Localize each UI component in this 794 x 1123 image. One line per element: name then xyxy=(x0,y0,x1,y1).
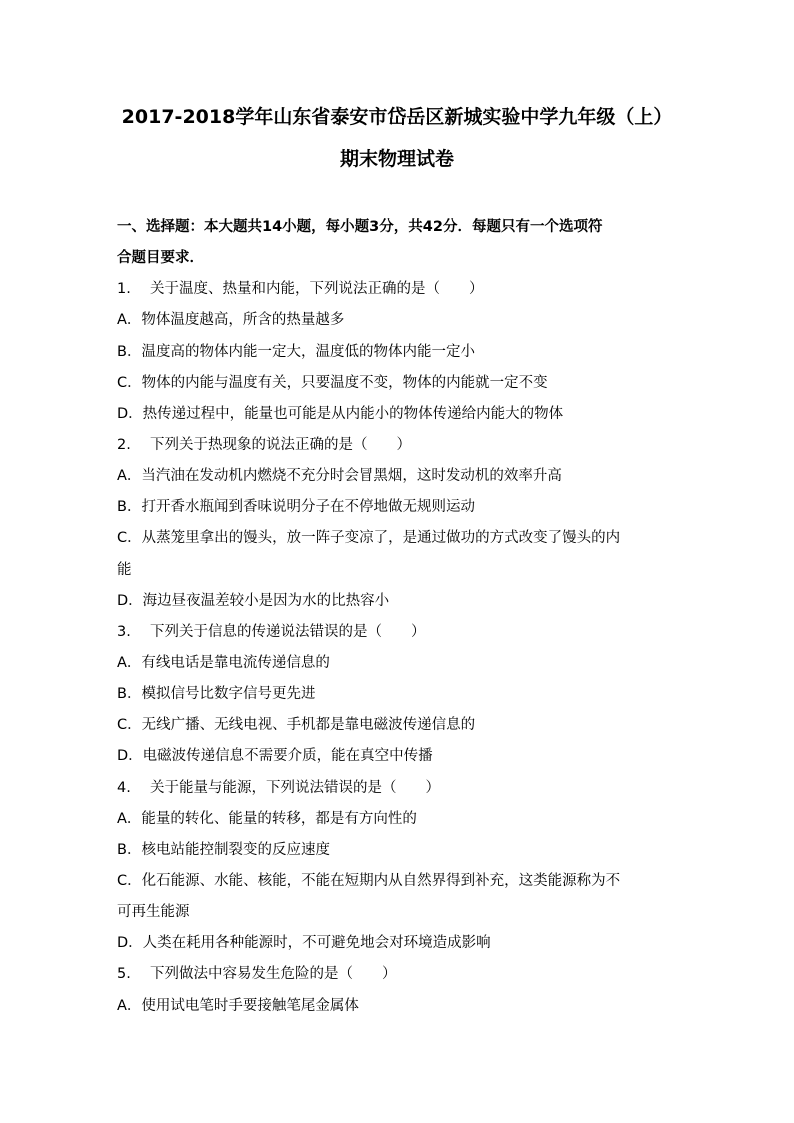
question-1-stem xyxy=(117,274,689,305)
question-number: 2. xyxy=(117,436,131,453)
question-4-option-d: D．人类在耗用各种能源时，不可避免地会对环境造成影响 xyxy=(117,935,491,952)
exam-body xyxy=(117,212,689,1022)
question-2-option-d: D．海边昼夜温差较小是因为水的比热容小 xyxy=(117,592,390,609)
question-5-stem xyxy=(117,959,689,990)
question-2-stem xyxy=(117,430,689,461)
question-4-option-c-continued: 可再生能源 xyxy=(117,904,190,921)
question-1-option-a: A．物体温度越高，所含的热量越多 xyxy=(117,312,345,329)
question-1-option-b: B．温度高的物体内能一定大，温度低的物体内能一定小 xyxy=(117,343,475,360)
question-number: 1. xyxy=(117,281,131,298)
section-heading-line-1: 一、选择题：本大题共14小题，每小题3分，共42分．每题只有一个选项符 xyxy=(117,219,603,235)
question-4-option-a: A．能量的转化、能量的转移，都是有方向性的 xyxy=(117,810,417,827)
question-3-option-a: A．有线电话是靠电流传递信息的 xyxy=(117,654,330,671)
question-text: 关于能量与能源，下列说法错误的是（ ） xyxy=(150,779,440,796)
question-3-option-b: B．模拟信号比数字信号更先进 xyxy=(117,686,316,703)
question-number: 4. xyxy=(117,779,131,796)
question-2-option-a: A．当汽油在发动机内燃烧不充分时会冒黑烟，这时发动机的效率升高 xyxy=(117,468,562,485)
question-3-stem xyxy=(117,617,689,648)
document-title-line-2: 期末物理试卷 xyxy=(339,148,454,170)
question-1-option-c: C．物体的内能与温度有关，只要温度不变，物体的内能就一定不变 xyxy=(117,374,548,391)
question-2-option-c: C．从蒸笼里拿出的馒头，放一阵子变凉了，是通过做功的方式改变了馒头的内 xyxy=(117,530,621,547)
question-text: 关于温度、热量和内能，下列说法正确的是（ ） xyxy=(150,281,484,298)
question-number: 3. xyxy=(117,623,131,640)
question-number: 5. xyxy=(117,966,131,983)
question-text: 下列做法中容易发生危险的是（ ） xyxy=(150,966,397,983)
document-title-line-1: 2017-2018学年山东省泰安市岱岳区新城实验中学九年级（上） xyxy=(121,106,673,128)
question-2-option-c-continued: 能 xyxy=(117,561,132,578)
question-4-option-c: C．化石能源、水能、核能，不能在短期内从自然界得到补充，这类能源称为不 xyxy=(117,872,621,889)
question-4-stem xyxy=(117,773,689,804)
question-text: 下列关于热现象的说法正确的是（ ） xyxy=(150,436,411,453)
question-2-option-b: B．打开香水瓶闻到香味说明分子在不停地做无规则运动 xyxy=(117,499,475,516)
question-3-option-c: C．无线广播、无线电视、手机都是靠电磁波传递信息的 xyxy=(117,717,476,734)
question-4-option-b: B．核电站能控制裂变的反应速度 xyxy=(117,841,330,858)
question-3-option-d: D．电磁波传递信息不需要介质，能在真空中传播 xyxy=(117,748,433,765)
question-1-option-d: D．热传递过程中，能量也可能是从内能小的物体传递给内能大的物体 xyxy=(117,405,564,422)
question-5-option-a: A．使用试电笔时手要接触笔尾金属体 xyxy=(117,997,359,1014)
section-heading-line-2: 合题目要求． xyxy=(117,250,204,267)
question-text: 下列关于信息的传递说法错误的是（ ） xyxy=(150,623,426,640)
